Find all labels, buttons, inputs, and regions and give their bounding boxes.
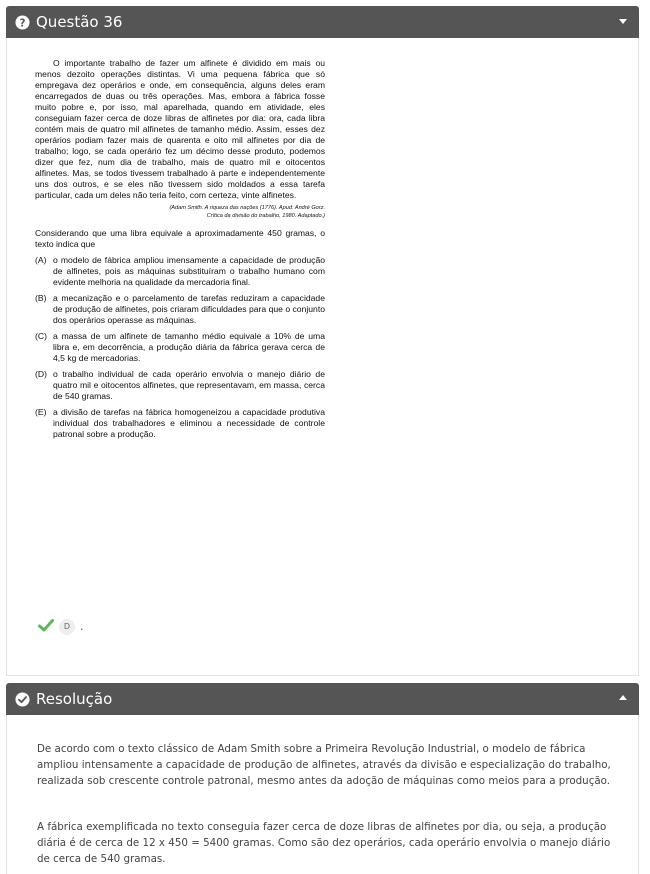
question-panel-header[interactable] [6, 6, 639, 38]
source-citation-1: (Adam Smith. A riqueza das nações (1776). Apud: André Gorz. [169, 205, 325, 211]
resolution-paragraph-2: A fábrica exemplificada no texto conseguia fazer cerca de doze libras de alfinetes por dia, ou seja, a produção diária é de cerca de 12 x 450 = 5400 gramas. Como são dez operários, cada operário envolvia o manejo diário de cerca de 540 gramas. [37, 821, 611, 865]
expand-caret-icon[interactable] [619, 695, 627, 700]
question-prompt: Considerando que uma libra equivale a aproximadamente 450 gramas, o texto indica que [35, 228, 325, 249]
question-title: Questão 36 [36, 13, 123, 31]
option-c: (C) a massa de um alfinete de tamanho médio equivale a 10% de uma libra e, em decorrência, a produção diária da fábrica gerava cerca de 4,5 kg de mercadorias. [35, 331, 325, 363]
resolution-panel-header[interactable] [6, 683, 639, 715]
question-image [35, 58, 325, 440]
check-circle-icon [15, 692, 30, 707]
option-a: (A) o modelo de fábrica ampliou imensamente a capacidade de produção de alfinetes, pois as máquinas substituíram o trabalho humano com evidente melhoria na qualidade da mercadoria final. [35, 255, 325, 287]
answer-badge: D [59, 619, 75, 635]
option-e: (E) a divisão de tarefas na fábrica homogeneizou a capacidade produtiva individual dos trabalhadores e eliminou a necessidade de controle patronal sobre a produção. [35, 407, 325, 439]
answer-suffix: . [80, 620, 84, 633]
resolution-paragraph-1: De acordo com o texto clássico de Adam Smith sobre a Primeira Revolução Industrial, o modelo de fábrica ampliou intensamente a capacidade de produção de alfinetes, através da divisão e especialização do trabalho, realizada sob crescente controle patronal, mesmo antes da adoção de máquinas como meios para a produção. [37, 743, 611, 787]
question-circle-icon [15, 15, 30, 30]
answer-row [38, 617, 84, 636]
option-b: (B) a mecanização e o parcelamento de tarefas reduziram a capacidade de produção de alfinetes, pois criaram dificuldades para que o conjunto dos operários operasse as máquinas. [35, 293, 325, 325]
resolution-title: Resolução [36, 690, 113, 708]
collapse-caret-icon[interactable] [619, 19, 627, 24]
svg-text:?: ? [19, 16, 26, 29]
option-d: (D) o trabalho individual de cada operário envolvia o manejo diário de quatro mil e oitocentos alfinetes, que representavam, em massa, cerca de 540 gramas. [35, 369, 325, 401]
passage-text: O importante trabalho de fazer um alfinete é dividido em mais ou menos dezoito operações distintas. Vi uma pequena fábrica que só empregava dez operários e onde, em consequência, alguns deles eram encarregados de duas ou três operações. Mas, embora a fábrica fosse muito pobre e, por isso, mal aparelhada, quando em atividade, eles conseguiam fazer cerca de doze libras de alfinetes por dia: ora, cada libra contém mais de quatro mil alfinetes de tamanho médio. Assim, esses dez operários podiam fazer mais de quarenta e oito mil alfinetes por dia de trabalho; logo, se cada operário fez um décimo desse produto, podemos dizer que fez, num dia de trabalho, mais de quatro mil e oitocentos alfinetes. Mas, se todos tivessem trabalhado à parte e independentemente uns dos outros, e se eles não tivessem sido moldados a essa tarefa particular, cada um deles não teria feito, com certeza, vinte alfinetes. [35, 58, 325, 200]
source-citation-2: Crítica da divisão do trabalho, 1980. Adaptado.) [206, 213, 325, 219]
check-icon [38, 617, 54, 636]
